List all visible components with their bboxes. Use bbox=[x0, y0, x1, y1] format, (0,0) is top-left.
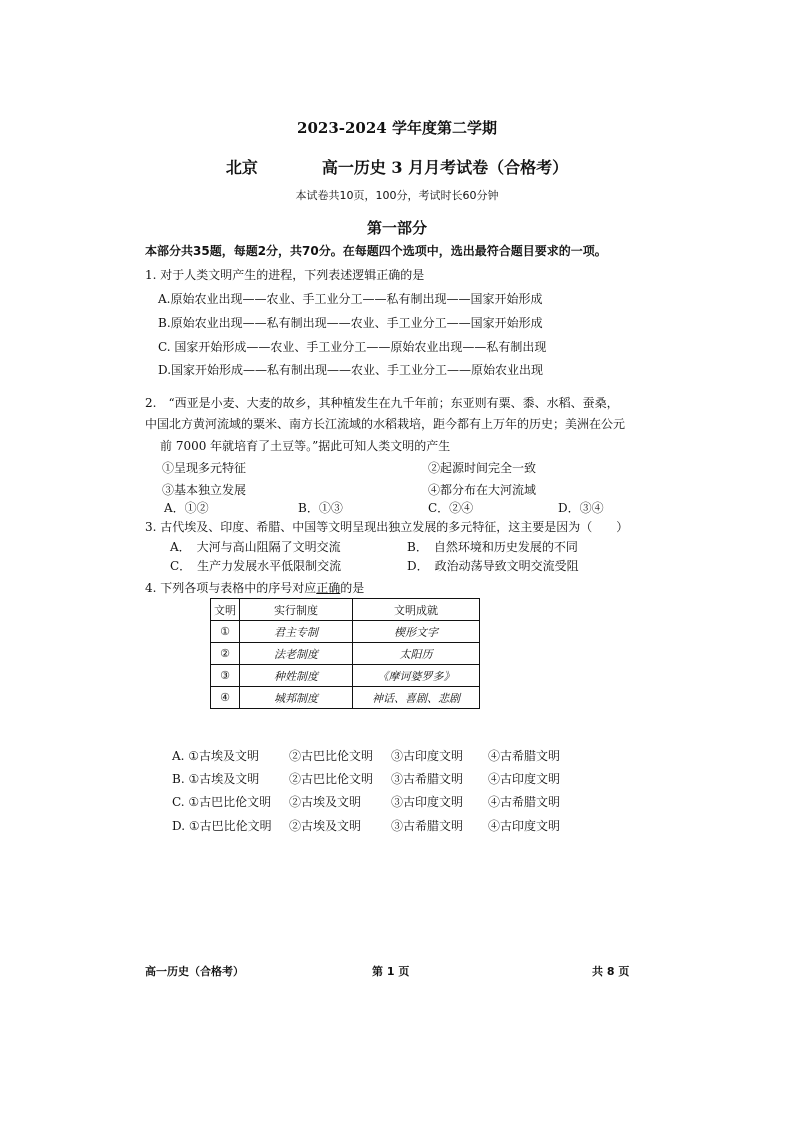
q2-stem-line3: 前 7000 年就培育了土豆等。”据此可知人类文明的产生 bbox=[160, 439, 451, 453]
q4-option-a-3: ③古印度文明 bbox=[391, 749, 464, 763]
q3-option-a: A． 大河与高山阻隔了文明交流 bbox=[170, 540, 341, 554]
q4-option-a-1: A. ①古埃及文明 bbox=[172, 749, 260, 763]
q4-option-d-3: ③古希腊文明 bbox=[391, 819, 464, 833]
q4-option-d-1: D. ①古巴比伦文明 bbox=[172, 819, 272, 833]
civilization-table bbox=[210, 598, 480, 709]
part-instructions: 本部分共35题，每题2分，共70分。在每题四个选项中，选出最符合题目要求的一项。 bbox=[145, 244, 607, 258]
q2-stem-line2: 中国北方黄河流域的粟米、南方长江流域的水稻栽培，距今都有上万年的历史；美洲在公元 bbox=[145, 417, 626, 431]
q2-item-4: ④都分布在大河流域 bbox=[428, 483, 537, 497]
footer-page-number: 第 1 页 bbox=[372, 965, 410, 978]
q3-stem: 3. 古代埃及、印度、希腊、中国等文明呈现出独立发展的多元特征，这主要是因为（ ） bbox=[145, 520, 629, 534]
q1-option-d: D.国家开始形成——私有制出现——农业、手工业分工——原始农业出现 bbox=[158, 363, 544, 377]
table-header-civilization: 文明 bbox=[211, 599, 240, 621]
q4-stem: 4. 下列各项与表格中的序号对应正确的是 bbox=[145, 581, 365, 595]
q2-item-1: ①呈现多元特征 bbox=[162, 461, 247, 475]
q4-option-d-2: ②古埃及文明 bbox=[289, 819, 362, 833]
exam-info: 本试卷共10页，100分，考试时长60分钟 bbox=[295, 189, 499, 202]
table-cell-num: ③ bbox=[211, 665, 240, 687]
table-cell-system: 法老制度 bbox=[240, 643, 353, 665]
table-row bbox=[211, 665, 480, 687]
table-cell-achievement: 太阳历 bbox=[353, 643, 480, 665]
table-cell-achievement: 《摩诃婆罗多》 bbox=[353, 665, 480, 687]
table-header-achievement: 文明成就 bbox=[353, 599, 480, 621]
q4-option-d-4: ④古印度文明 bbox=[488, 819, 561, 833]
q2-option-a: A．①② bbox=[164, 501, 209, 515]
q2-item-3: ③基本独立发展 bbox=[162, 483, 247, 497]
exam-title: 北京 高一历史 3 月月考试卷（合格考） bbox=[225, 158, 569, 177]
table-cell-achievement: 楔形文字 bbox=[353, 621, 480, 643]
part-heading: 第一部分 bbox=[366, 219, 427, 237]
q2-option-b: B．①③ bbox=[298, 501, 343, 515]
table-cell-system: 城邦制度 bbox=[240, 687, 353, 709]
table-cell-system: 君主专制 bbox=[240, 621, 353, 643]
q3-option-d: D． 政治动荡导致文明交流受阻 bbox=[407, 559, 579, 573]
q4-stem-emphasis: 正确 bbox=[316, 581, 341, 595]
q4-option-c-2: ②古埃及文明 bbox=[289, 795, 362, 809]
table-cell-num: ④ bbox=[211, 687, 240, 709]
table-cell-num: ② bbox=[211, 643, 240, 665]
footer-total-pages: 共 8 页 bbox=[592, 965, 630, 978]
q4-option-b-3: ③古希腊文明 bbox=[391, 772, 464, 786]
table-cell-achievement: 神话、喜剧、悲剧 bbox=[353, 687, 480, 709]
q4-option-a-4: ④古希腊文明 bbox=[488, 749, 561, 763]
q4-option-c-4: ④古希腊文明 bbox=[488, 795, 561, 809]
q2-option-d: D．③④ bbox=[558, 501, 604, 515]
q4-option-c-1: C. ①古巴比伦文明 bbox=[172, 795, 272, 809]
q1-option-c: C. 国家开始形成——农业、手工业分工——原始农业出现——私有制出现 bbox=[158, 340, 547, 354]
table-header-system: 实行制度 bbox=[240, 599, 353, 621]
table-cell-system: 种姓制度 bbox=[240, 665, 353, 687]
q4-option-a-2: ②古巴比伦文明 bbox=[289, 749, 374, 763]
table-row bbox=[211, 643, 480, 665]
q1-option-b: B.原始农业出现——私有制出现——农业、手工业分工——国家开始形成 bbox=[158, 316, 543, 330]
table-cell-num: ① bbox=[211, 621, 240, 643]
footer-subject: 高一历史（合格考） bbox=[145, 965, 244, 978]
q4-option-c-3: ③古印度文明 bbox=[391, 795, 464, 809]
table-row bbox=[211, 621, 480, 643]
q4-option-b-4: ④古印度文明 bbox=[488, 772, 561, 786]
q3-option-b: B． 自然环境和历史发展的不同 bbox=[407, 540, 578, 554]
year-title: 2023-2024 学年度第二学期 bbox=[297, 119, 497, 137]
q3-option-c: C． 生产力发展水平低限制交流 bbox=[170, 559, 342, 573]
q2-stem-line1: 2. “西亚是小麦、大麦的故乡，其种植发生在九千年前；东亚则有粟、黍、水稻、蚕桑， bbox=[145, 396, 619, 410]
table-row bbox=[211, 687, 480, 709]
q4-option-b-2: ②古巴比伦文明 bbox=[289, 772, 374, 786]
q4-option-b-1: B. ①古埃及文明 bbox=[172, 772, 260, 786]
q2-option-c: C．②④ bbox=[428, 501, 474, 515]
q2-item-2: ②起源时间完全一致 bbox=[428, 461, 537, 475]
q1-option-a: A.原始农业出现——农业、手工业分工——私有制出现——国家开始形成 bbox=[158, 292, 543, 306]
q1-stem: 1. 对于人类文明产生的进程，下列表述逻辑正确的是 bbox=[145, 268, 425, 282]
